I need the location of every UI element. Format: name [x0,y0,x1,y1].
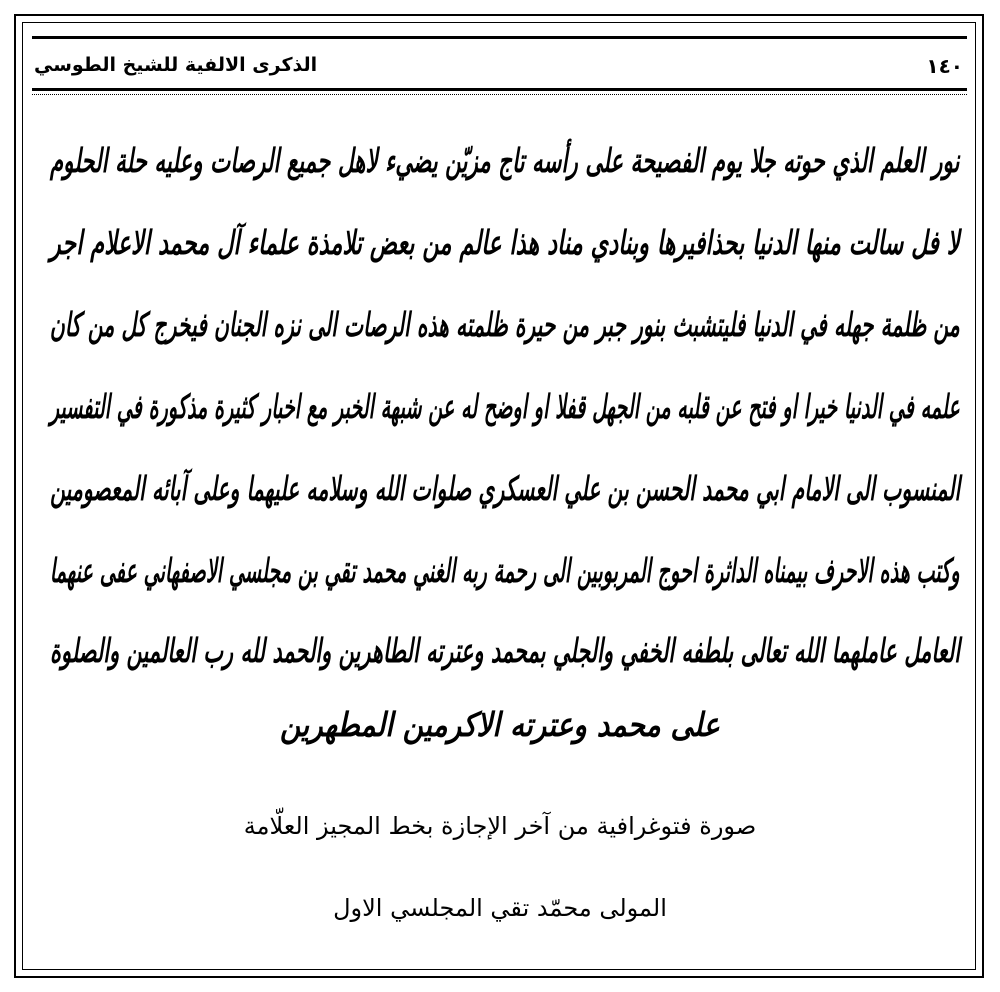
manuscript-line: من ظلمة جهله في الدنيا فليتشبث بنور جبر من حيرة ظلمته هذه الرصات الى نزه الجنان فيخرج كل من كان [50,305,960,344]
page-number: ١٤٠ [926,54,963,78]
page-header [32,36,967,94]
manuscript-line: المنسوب الى الامام ابي محمد الحسن بن علي العسكري صلوات الله وسلامه عليهما وعلى آبائه المعصومين [49,469,960,508]
manuscript-line: وكتب هذه الاحرف بيمناه الداثرة احوج المربوبين الى رحمة ربه الغني محمد تقي بن مجلسي الاصفهاني عفى عنهما [50,551,960,590]
manuscript-line: العامل عاملهما الله تعالى بلطفه الخفي والجلي بمحمد وعترته الطاهرين والحمد لله رب العالمين والصلوة [49,631,960,670]
manuscript-photo [40,130,960,770]
manuscript-line: علمه في الدنيا خيرا او فتح عن قلبه من الجهل قفلا او اوضح له عن شبهة الخبر مع اخبار كثيرة مذكورة في التفسير [50,387,960,426]
manuscript-line: نور العلم الذي حوته جلا يوم الفصيحة على رأسه تاج مزيّن يضيء لاهل جميع الرصات وعليه حلة الحلوم [50,141,960,180]
caption-line-2: المولى محمّد تقي المجلسي الاول [333,894,667,922]
header-dotted-rule [32,94,967,95]
manuscript-line: على محمد وعترته الاكرمين المطهرين [280,705,720,744]
header-top-rule [32,36,967,39]
header-bottom-rule [32,88,967,91]
running-title: الذكرى الالفية للشيخ الطوسي [34,54,318,76]
manuscript-line: لا فل سالت منها الدنيا بحذافيرها وبنادي مناد هذا عالم من بعض تلامذة علماء آل محمد الاعلام اجر [50,223,960,262]
caption-line-1: صورة فتوغرافية من آخر الإجازة بخط المجيز العلّامة [243,812,757,840]
